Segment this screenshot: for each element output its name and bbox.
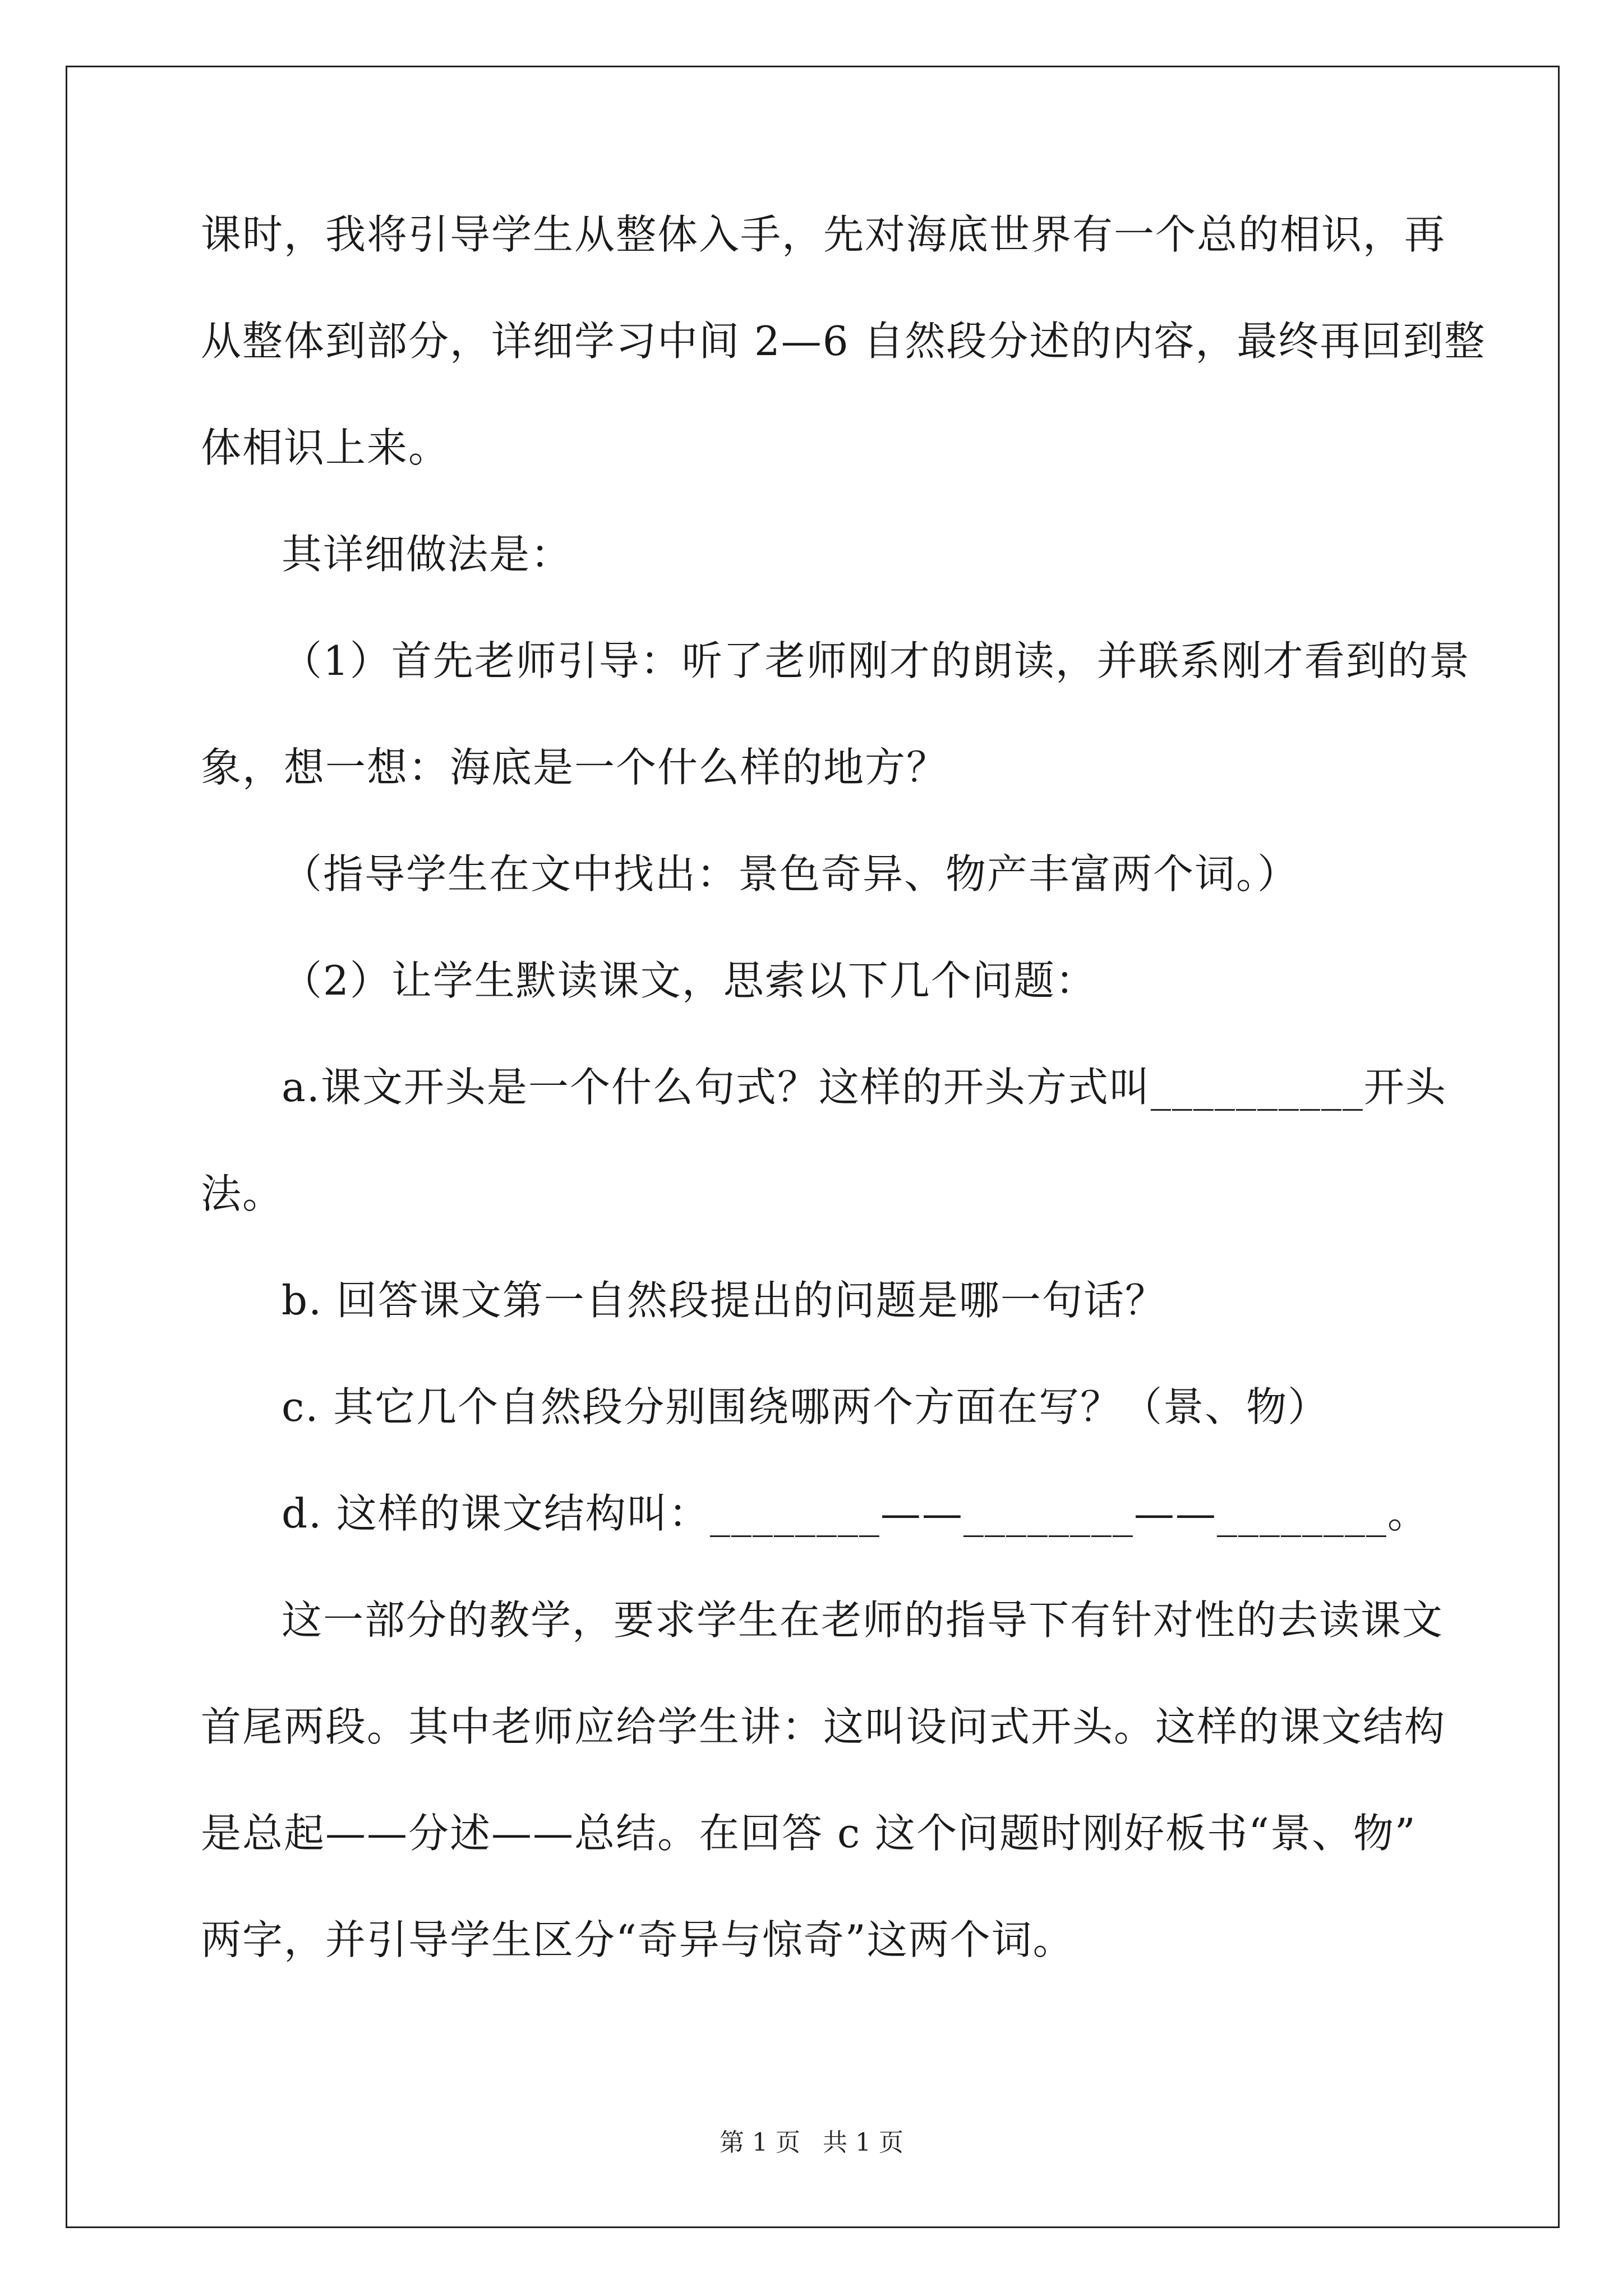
paragraph-line: 体相识上来。 bbox=[201, 424, 450, 471]
page-footer bbox=[0, 2126, 1623, 2160]
paragraph-line: 课时，我将引导学生从整体入手，先对海底世界有一个总的相识，再 bbox=[201, 211, 1446, 258]
paragraph-line: 首尾两段。其中老师应给学生讲：这叫设问式开头。这样的课文结构 bbox=[201, 1703, 1446, 1750]
paragraph-line: 象，想一想：海底是一个什么样的地方？ bbox=[201, 744, 948, 791]
paragraph-line: （1）首先老师引导：听了老师刚才的朗读，并联系刚才看到的景 bbox=[282, 637, 1470, 684]
paragraph-line: a.课文开头是一个什么句式？这样的开头方式叫__________开头 bbox=[282, 1064, 1447, 1111]
page-total: 共 1 页 bbox=[823, 2128, 903, 2157]
page-number: 第 1 页 bbox=[720, 2128, 800, 2157]
paragraph-line: b. 回答课文第一自然段提出的问题是哪一句话？ bbox=[282, 1277, 1166, 1324]
paragraph-line: 这一部分的教学，要求学生在老师的指导下有针对性的去读课文 bbox=[282, 1596, 1444, 1644]
paragraph-line: d. 这样的课文结构叫：________——________——________。 bbox=[282, 1490, 1429, 1537]
paragraph-line: 两字，并引导学生区分“奇异与惊奇”这两个词。 bbox=[201, 1916, 1075, 1963]
paragraph-line: （指导学生在文中找出：景色奇异、物产丰富两个词。） bbox=[282, 850, 1299, 898]
paragraph-line: 从整体到部分，详细学习中间 2—6 自然段分述的内容，最终再回到整 bbox=[201, 318, 1486, 365]
paragraph-line: 是总起——分述——总结。在回答 c 这个问题时刚好板书“景、物” bbox=[201, 1810, 1417, 1857]
paragraph-line: 其详细做法是： bbox=[282, 531, 573, 578]
page-border bbox=[66, 66, 1560, 2228]
paragraph-line: c. 其它几个自然段分别围绕哪两个方面在写？（景、物） bbox=[282, 1383, 1330, 1430]
paragraph-line: （2）让学生默读课文，思索以下几个问题： bbox=[282, 957, 1097, 1004]
paragraph-line: 法。 bbox=[201, 1170, 284, 1217]
